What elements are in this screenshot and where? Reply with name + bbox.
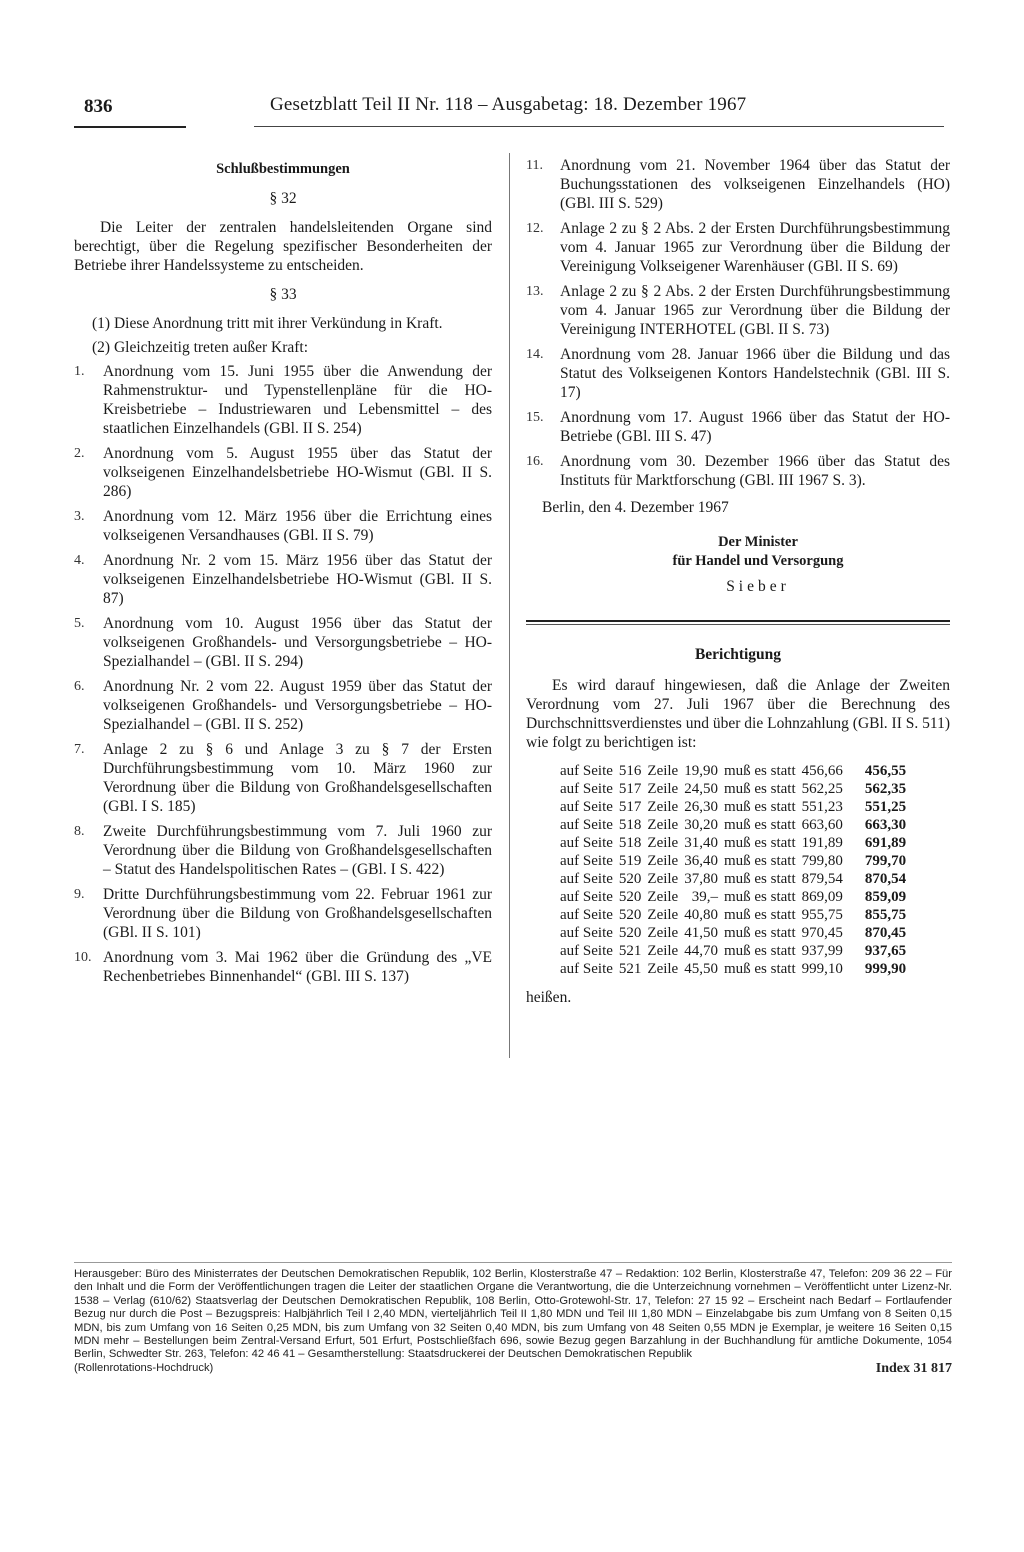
correction-row: [560, 942, 912, 960]
corr-label-statt: muß es statt: [723, 763, 796, 779]
repealed-list-left: [74, 362, 492, 986]
corr-page: 516: [618, 763, 642, 779]
right-column: [526, 156, 950, 1007]
item-text: Anordnung Nr. 2 vom 22. August 1959 über das Statut der volkseigenen Großhandels- und Versorgungsbetriebe – HO-Spezialhandel – (GBl. II S. 252): [103, 678, 492, 733]
corr-line: 31,40: [684, 835, 718, 851]
header-title: Gesetzblatt Teil II Nr. 118 – Ausgabetag: 18. Dezember 1967: [270, 94, 747, 115]
item-text: Anordnung vom 21. November 1964 über das Statut der Buchungsstationen des volkseigenen Einzelhandels (HO) (GBl. III S. 529): [560, 157, 950, 212]
section-heading: Schlußbestimmungen: [216, 161, 350, 177]
list-item: [74, 822, 492, 879]
corr-label-seite: auf Seite: [560, 961, 613, 977]
corr-label-seite: auf Seite: [560, 817, 613, 833]
corr-label-statt: muß es statt: [723, 817, 796, 833]
corrections-table: [560, 762, 912, 978]
corr-line: 39,–: [691, 889, 718, 905]
correction-row: [560, 762, 912, 780]
repealed-list-right: [526, 156, 950, 490]
corr-page: 519: [618, 853, 642, 869]
item-text: Dritte Durchführungsbestimmung vom 22. Februar 1961 zur Verordnung über die Bildung von Großhandelsgesellschaften (GBl. II S. 101): [103, 886, 492, 941]
item-text: Anordnung vom 15. Juni 1955 über die Anwendung der Rahmenstruktur- und Typenstellenpläne für die HO-Kreisbetriebe – Industriewaren und Lebensmittel – des staatlichen Einzelhandels (GBl. II S. 254): [103, 363, 492, 437]
correction-row: [560, 960, 912, 978]
corr-page: 520: [618, 925, 642, 941]
correction-row: [560, 852, 912, 870]
corr-old-value: 663,60: [801, 817, 843, 833]
corr-label-seite: auf Seite: [560, 763, 613, 779]
corr-label-statt: muß es statt: [723, 961, 796, 977]
item-number: 9.: [74, 887, 85, 902]
corr-new-value: 855,75: [864, 907, 907, 923]
item-text: Anordnung vom 3. Mai 1962 über die Gründung des „VE Rechenbetriebes Binnenhandel“ (GBl. III S. 137): [103, 949, 492, 985]
item-text: Anlage 2 zu § 2 Abs. 2 der Ersten Durchführungsbestimmung vom 4. Januar 1965 zur Verordnung über die Bildung der Vereinigung Volkseigener Warenhäuser (GBl. II S. 69): [560, 220, 950, 275]
place-date: Berlin, den 4. Dezember 1967: [542, 499, 729, 516]
list-item: [74, 948, 492, 986]
corr-label-seite: auf Seite: [560, 799, 613, 815]
item-number: 12.: [526, 221, 544, 236]
item-text: Anordnung vom 28. Januar 1966 über die Bildung und das Statut des Volkseigenen Kontors Handelstechnik (GBl. III S. 17): [560, 346, 950, 401]
list-item: [74, 362, 492, 438]
list-item: [526, 282, 950, 339]
imprint-last-line: [74, 1362, 952, 1375]
column-divider: [509, 153, 510, 1058]
item-text: Anordnung vom 17. August 1966 über das Statut der HO-Betriebe (GBl. III S. 47): [560, 409, 950, 445]
corr-line: 19,90: [684, 763, 718, 779]
item-number: 14.: [526, 347, 544, 362]
corr-old-value: 879,54: [801, 871, 843, 887]
correction-row: [560, 798, 912, 816]
corr-label-zeile: Zeile: [647, 943, 679, 959]
list-item: [526, 452, 950, 490]
corr-line: 44,70: [684, 943, 718, 959]
item-number: 1.: [74, 364, 85, 379]
item-number: 3.: [74, 509, 85, 524]
corr-new-value: 562,35: [864, 781, 907, 797]
item-text: Anlage 2 zu § 2 Abs. 2 der Ersten Durchführungsbestimmung vom 4. Januar 1965 zur Verordnung über die Bildung der Vereinigung INTERHOTEL (GBl. II S. 73): [560, 283, 950, 338]
item-number: 16.: [526, 454, 544, 469]
correction-row: [560, 888, 912, 906]
corr-old-value: 970,45: [801, 925, 843, 941]
item-text: Anordnung vom 10. August 1956 über das Statut der volkseigenen Großhandels- und Versorgungsbetriebe – HO-Spezialhandel – (GBl. II S. 294): [103, 615, 492, 670]
header-rule-right: [254, 126, 944, 127]
corr-label-seite: auf Seite: [560, 925, 613, 941]
corr-line: 45,50: [684, 961, 718, 977]
paragraph-32-text: Die Leiter der zentralen handelsleitenden Organe sind berechtigt, über die Regelung spezifischer Besonderheiten der Betriebe ihrer Handelssysteme zu entscheiden.: [74, 219, 492, 274]
corr-label-seite: auf Seite: [560, 781, 613, 797]
corr-page: 518: [618, 835, 642, 851]
paragraph-32-number: § 32: [269, 190, 297, 207]
list-item: [74, 677, 492, 734]
corr-label-seite: auf Seite: [560, 907, 613, 923]
corr-label-statt: muß es statt: [723, 943, 796, 959]
list-item: [74, 614, 492, 671]
item-text: Anordnung Nr. 2 vom 15. März 1956 über das Statut der volkseigenen Einzelhandelsbetriebe HO-Wismut (GBl. II S. 87): [103, 552, 492, 607]
item-text: Anordnung vom 12. März 1956 über die Errichtung eines volkseigenen Versandhauses (GBl. II S. 79): [103, 508, 492, 544]
corr-line: 26,30: [684, 799, 718, 815]
corr-new-value: 937,65: [864, 943, 907, 959]
list-item: [526, 219, 950, 276]
corr-line: 24,50: [684, 781, 718, 797]
ministry-name: für Handel und Versorgung: [672, 553, 844, 569]
list-item: [526, 345, 950, 402]
item-number: 8.: [74, 824, 85, 839]
corr-page: 520: [618, 907, 642, 923]
corr-old-value: 869,09: [801, 889, 843, 905]
left-column: [74, 156, 492, 992]
corr-page: 517: [618, 799, 642, 815]
corr-old-value: 562,25: [801, 781, 843, 797]
corr-old-value: 937,99: [801, 943, 843, 959]
correction-row: [560, 870, 912, 888]
corr-label-seite: auf Seite: [560, 871, 613, 887]
corr-new-value: 999,90: [864, 961, 907, 977]
list-item: [74, 740, 492, 816]
paragraph-33-number: § 33: [269, 286, 297, 303]
corr-label-zeile: Zeile: [647, 781, 679, 797]
corr-new-value: 870,54: [864, 871, 907, 887]
list-item: [526, 408, 950, 446]
corr-page: 521: [618, 961, 642, 977]
item-number: 2.: [74, 446, 85, 461]
corr-page: 520: [618, 889, 642, 905]
corr-old-value: 191,89: [801, 835, 843, 851]
corr-label-seite: auf Seite: [560, 889, 613, 905]
list-item: [74, 885, 492, 942]
paragraph-33-sub2: (2) Gleichzeitig treten außer Kraft:: [92, 339, 309, 356]
item-text: Anordnung vom 30. Dezember 1966 über das Statut des Instituts für Marktforschung (GBl. III 1967 S. 3).: [560, 453, 950, 489]
section-divider: [526, 620, 950, 625]
list-item: [74, 507, 492, 545]
corr-new-value: 870,45: [864, 925, 907, 941]
paragraph-33-sub1: (1) Diese Anordnung tritt mit ihrer Verkündung in Kraft.: [92, 315, 443, 332]
item-number: 11.: [526, 158, 543, 173]
imprint-footer: [74, 1268, 952, 1375]
index-number: Index 31 817: [875, 1360, 952, 1376]
corr-label-zeile: Zeile: [647, 889, 679, 905]
corr-label-zeile: Zeile: [647, 925, 679, 941]
corr-line: 37,80: [684, 871, 718, 887]
corr-label-statt: muß es statt: [723, 889, 796, 905]
corr-line: 36,40: [684, 853, 718, 869]
correction-row: [560, 816, 912, 834]
printing-method: (Rollenrotations-Hochdruck): [74, 1361, 214, 1374]
list-item: [526, 156, 950, 213]
corr-label-zeile: Zeile: [647, 799, 679, 815]
corr-new-value: 551,25: [864, 799, 907, 815]
corr-page: 518: [618, 817, 642, 833]
corr-new-value: 799,70: [864, 853, 907, 869]
corr-label-statt: muß es statt: [723, 853, 796, 869]
page-header: [74, 92, 954, 132]
item-number: 5.: [74, 616, 85, 631]
corr-label-seite: auf Seite: [560, 943, 613, 959]
corr-label-zeile: Zeile: [647, 817, 679, 833]
correction-heading: Berichtigung: [694, 646, 782, 663]
corr-old-value: 551,23: [801, 799, 843, 815]
corr-line: 30,20: [684, 817, 718, 833]
imprint-text: Herausgeber: Büro des Ministerrates der Deutschen Demokratischen Republik, 102 Berlin, Klosterstraße 47 – Redaktion: 102 Berlin, Klosterstraße 47, Telefon: 209 36 22 – Für den Inhalt und die Form der Veröffentlichungen tragen die Leiter der staatlichen Organe die Verantwortung, die die Unterzeichnung vornehmen – Veröffentlicht unter Lizenz-Nr. 1538 – Verlag (610/62) Staatsverlag der Deutschen Demokratischen Republik, 108 Berlin, Otto-Grotewohl-Str. 17, Telefon: 27 15 92 – Erscheint nach Bedarf – Fortlaufender Bezug nur durch die Post – Bezugspreis: Halbjährlich Teil I 2,40 MDN, vierteljährlich Teil II 1,80 MDN und Teil III 1,80 MDN – Einzelabgabe bis zum Umfang von 8 Seiten 0,15 MDN, bis zum Umfang von 16 Seiten 0,25 MDN, bis zum Umfang von 32 Seiten 0,40 MDN, bis zum Umfang von 48 Seiten 0,55 MDN je Exemplar, je weitere 16 Seiten 0,15 MDN mehr – Bestellungen beim Zentral-Versand Erfurt, 501 Erfurt, Postschließfach 696, sowie Bezug gegen Barzahlung in der Buchhandlung für amtliche Dokumente, 1054 Berlin, Schwedter Str. 263, Telefon: 42 46 41 – Gesamtherstellung: Staatsdruckerei der Deutschen Demokratischen Republik: [74, 1268, 952, 1361]
corr-new-value: 691,89: [864, 835, 907, 851]
corr-label-zeile: Zeile: [647, 853, 679, 869]
item-text: Zweite Durchführungsbestimmung vom 7. Juli 1960 zur Verordnung über die Bildung von Großhandelsgesellschaften – Statut des Handelspolitischen Rates – (GBl. I S. 422): [103, 823, 492, 878]
correction-row: [560, 780, 912, 798]
corr-page: 520: [618, 871, 642, 887]
corr-new-value: 859,09: [864, 889, 907, 905]
corr-page: 521: [618, 943, 642, 959]
corr-label-zeile: Zeile: [647, 871, 679, 887]
corr-label-statt: muß es statt: [723, 907, 796, 923]
item-number: 13.: [526, 284, 544, 299]
item-text: Anordnung vom 5. August 1955 über das Statut der volkseigenen Einzelhandelsbetriebe HO-Wismut (GBl. II S. 286): [103, 445, 492, 500]
corr-label-statt: muß es statt: [723, 925, 796, 941]
header-rule-left: [74, 126, 186, 128]
corr-line: 40,80: [684, 907, 718, 923]
corr-label-zeile: Zeile: [647, 961, 679, 977]
item-number: 6.: [74, 679, 85, 694]
item-text: Anlage 2 zu § 6 und Anlage 3 zu § 7 der Ersten Durchführungsbestimmung vom 10. März 1960 zur Verordnung über die Bildung von Großhandelsgesellschaften (GBl. I S. 185): [103, 741, 492, 815]
corr-line: 41,50: [684, 925, 718, 941]
item-number: 15.: [526, 410, 544, 425]
corr-label-seite: auf Seite: [560, 853, 613, 869]
list-item: [74, 551, 492, 608]
minister-title: Der Minister: [718, 534, 798, 550]
corr-old-value: 955,75: [801, 907, 843, 923]
item-number: 7.: [74, 742, 85, 757]
corr-label-seite: auf Seite: [560, 835, 613, 851]
corr-old-value: 799,80: [801, 853, 843, 869]
corr-label-statt: muß es statt: [723, 799, 796, 815]
corr-label-statt: muß es statt: [723, 835, 796, 851]
corr-label-statt: muß es statt: [723, 871, 796, 887]
corr-old-value: 999,10: [801, 961, 843, 977]
corr-page: 517: [618, 781, 642, 797]
correction-text: Es wird darauf hingewiesen, daß die Anlage der Zweiten Verordnung vom 27. Juli 1967 über die Berechnung des Durchschnittsverdienstes und über die Lohnzahlung (GBl. II S. 511) wie folgt zu berichtigen ist:: [526, 677, 950, 751]
signatory: Sieber: [726, 578, 790, 595]
correction-row: [560, 924, 912, 942]
page-number: 836: [84, 96, 113, 117]
corr-new-value: 456,55: [864, 763, 907, 779]
corr-old-value: 456,66: [801, 763, 843, 779]
footer-rule: [74, 1262, 952, 1263]
item-number: 10.: [74, 950, 92, 965]
corr-new-value: 663,30: [864, 817, 907, 833]
corr-label-statt: muß es statt: [723, 781, 796, 797]
closing-word: heißen.: [526, 989, 572, 1006]
list-item: [74, 444, 492, 501]
correction-row: [560, 834, 912, 852]
correction-row: [560, 906, 912, 924]
corr-label-zeile: Zeile: [647, 835, 679, 851]
item-number: 4.: [74, 553, 85, 568]
corr-label-zeile: Zeile: [647, 763, 679, 779]
corr-label-zeile: Zeile: [647, 907, 679, 923]
